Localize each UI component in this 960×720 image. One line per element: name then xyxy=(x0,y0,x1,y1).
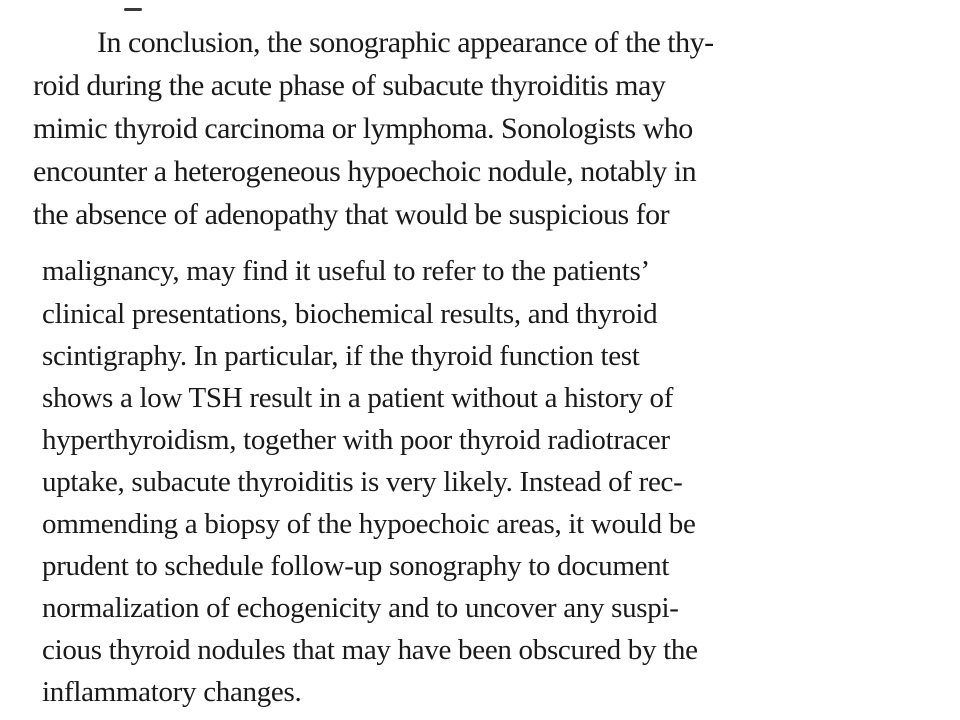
text-line: uptake, subacute thyroiditis is very likely. Instead of rec- xyxy=(42,466,683,498)
text-line: scintigraphy. In particular, if the thyroid function test xyxy=(42,340,640,372)
text-line: malignancy, may find it useful to refer to the patients’ xyxy=(42,255,650,287)
text-line: encounter a heterogeneous hypoechoic nodule, notably in xyxy=(33,155,697,188)
text-line: cious thyroid nodules that may have been obscured by the xyxy=(42,634,698,666)
text-line: mimic thyroid carcinoma or lymphoma. Sonologists who xyxy=(33,112,693,145)
text-line: roid during the acute phase of subacute thyroiditis may xyxy=(33,69,666,102)
text-line: ommending a biopsy of the hypoechoic areas, it would be xyxy=(42,508,696,540)
text-line: In conclusion, the sonographic appearance of the thy- xyxy=(97,26,714,59)
text-line: normalization of echogenicity and to uncover any suspi- xyxy=(42,592,679,624)
text-line: shows a low TSH result in a patient without a history of xyxy=(42,382,674,414)
text-line: prudent to schedule follow-up sonography to document xyxy=(42,550,670,582)
text-line: clinical presentations, biochemical results, and thyroid xyxy=(42,298,658,330)
text-line: hyperthyroidism, together with poor thyroid radiotracer xyxy=(42,424,670,456)
text-line: inflammatory changes. xyxy=(42,676,302,708)
text-line: the absence of adenopathy that would be suspicious for xyxy=(33,198,670,231)
cut-off-text-fragment xyxy=(124,8,142,11)
